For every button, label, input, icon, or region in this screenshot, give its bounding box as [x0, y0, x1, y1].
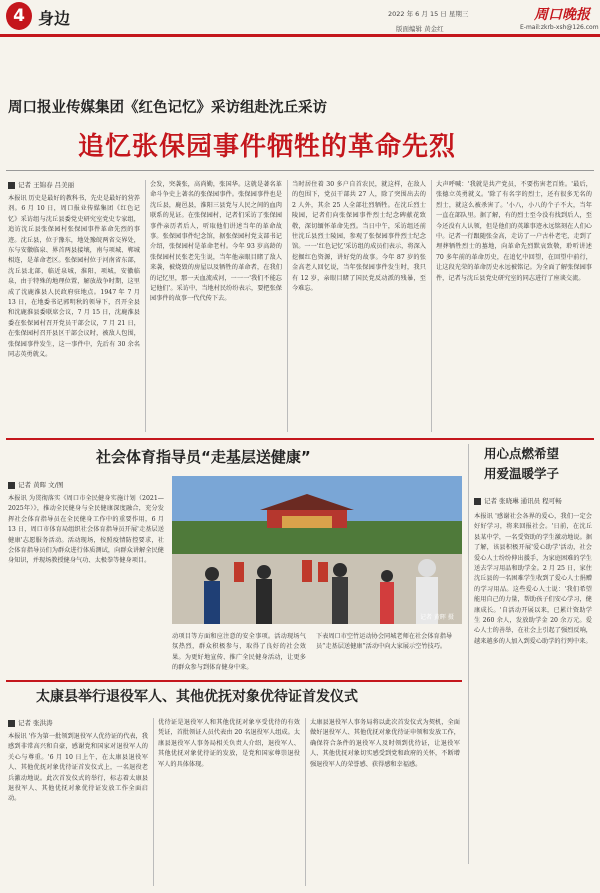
section-title: 身边 — [38, 9, 71, 28]
fitness-event-photo — [172, 476, 462, 624]
photo-credit: 记者 黄晖 摄 — [420, 614, 454, 621]
photo-illustration — [172, 476, 462, 624]
sidebar-headline-line2: 用爱温暖学子 — [484, 466, 560, 481]
lead-subhead: 周口报业传媒集团《红色记忆》采访组赴沈丘采访 — [8, 100, 327, 116]
column-divider — [145, 180, 146, 432]
editor-credit: 版面编辑 黄金红 — [396, 25, 444, 33]
contact-email: E-mail:zkrb-xsh@126.com — [520, 24, 599, 31]
section-divider — [6, 438, 594, 440]
story3-column-1: 本报讯 '作为第一批领到退役军人优待证的代表，我感到非常高兴和自豪，感谢党和国家对退役军人的关心与尊重。'6 月 10 日上午，在太康县退役军人、其他优抚对象优待证首发仪式上，一名退役老兵激动地说。此次首发仪式的举行，标志着太康县退役军人、其他优抚对象优待证发放工作全面启动。 — [8, 733, 148, 803]
sidebar-body: 本报讯 '感谢社会各界的爱心，我们一定会好好学习，将来回报社会。'日前，在沈丘县某中学，一名受资助的学生激动地说。据了解，该县积极开展'爱心助学'活动，社会爱心人士纷纷伸出援手，为家庭困难的学生送去学习用品和助学金。2 月 25 日，家住沈丘县的一名困难学生收到了爱心人士捐赠的学习用品。这些爱心人士说：'我们希望能用自己的力量，帮助孩子们安心学习，健康成长。'自活动开展以来，已累计资助学生 260 余人，发放助学金 20 余万元。爱心人士的善举，在社会上引起了强烈反响，越来越多的人加入到爱心助学的行列中来。 — [474, 513, 592, 645]
masthead-rule — [0, 34, 600, 37]
newspaper-logo: 周口晚报 — [534, 7, 590, 23]
headline-rule — [6, 170, 594, 171]
story2-headline: 社会体育指导员“走基层送健康” — [96, 448, 311, 466]
story3-headline: 太康县举行退役军人、其他优抚对象优待证首发仪式 — [36, 689, 358, 705]
lead-column-3: 当时居住着 30 多户自首农民，就这样，在敌人的包围下，党员干部共 27 人，除了突围出去的 2 人外，其余 25 人全部壮烈牺牲。在沈丘烈士陵园，记者们向张保园事件烈士纪念碑献花致敬，深切缅怀革命先烈。当日中午，采访组还前往沈丘县烈士陵园，参观了张保园事件烈士纪念馆。一一'红色记忆'采访组的成员们表示，将深入挖掘红色资源，讲好党的故事。今年 87 岁的张金高老人回忆说，当年张保园事件发生时，我只有 12 岁，亲眼目睹了国民党反动派的残暴，至今难忘。 — [292, 181, 426, 293]
column-divider — [305, 718, 306, 886]
photo-caption: 下表周口市空竹运动协会同城老师在社会体育指导员“走基层送健康”活动中向大家展示空竹技巧。 — [316, 633, 453, 651]
lead-column-1: 本报讯 历史是最好的教科书，先史是最好的营养剂。6 月 10 日，周口报业传媒集团《红色记忆》采访组与沈丘县委党史研究室党史专家组，追访沈丘县张保园村张保园事件革命先烈的事迹。沈丘县，位于豫东，地处豫皖两省交界处，东与安徽临泉、界首两县接壤，南与项城、郸城相连，是革命老区。张保园村位于河南省东部，沈丘县北部，临近泉城，淮阳，项城，安徽临泉，由于特殊的地理位置，解放战争时期，这里成了沈鹿淮县人民政府驻地点。1947 年 7 月 13 日，在地委书记郭明秋的领导下，召开全县和沈鹿淮县委联席会议，7 月 15 日，沈鹿淮县委在张保园村召开党员干部会议，7 月 21 日，在张保园村召开县区干部会议时，被敌人包围，张保园事件发生，这一事件中，先后有 30 余名同志英勇就义。 — [8, 195, 140, 359]
story3-byline: 记者 张洪涛 — [8, 718, 53, 727]
story3-column-3: 太康县退役军人事务局将以此次首发仪式为契机，全面做好退役军人、其他优抚对象优待证申领和发放工作，确保符合条件的退役军人及时领到优待证，让退役军人、其他优抚对象切实感受到党和政府的关怀，不断增强退役军人的荣誉感、获得感和幸福感。 — [310, 719, 460, 768]
story2-column-1: 本报讯 为贯彻落实《周口市全民健身实施计划（2021—2025年）》，推动全民健身与全民健康深度融合，充分发挥社会体育指导员在全民健身工作中的重要作用，6 月 13 日，周口市体育局组织社会体育指导员开展'走基层送健康'志愿服务活动。活动现场，按照疫情防控要求，社会体育指导员们为群众进行体质测试，向群众讲解全民健身知识，并现场教授健身气功、太极拳等健身项目。 — [8, 495, 164, 565]
lead-headline: 追忆张保园事件牺牲的革命先烈 — [78, 132, 457, 162]
column-divider — [153, 718, 154, 886]
story2-column-2: 动项目等方面和应注意的安全事项。活动现场气氛热烈，群众积极参与，取得了良好的社会效果。为更好地宣传、推广全民健身活动，让更多的群众参与到体育健身中来。 — [172, 633, 306, 672]
sidebar-byline: 记者 张晓琳 通讯员 程可畅 — [474, 496, 562, 505]
lead-byline: 记者 王锦春 吕美丽 — [8, 180, 74, 189]
page-number-badge: 4 — [6, 2, 32, 30]
sidebar-headline-line1: 用心点燃希望 — [484, 446, 560, 461]
dateline: 2022 年 6 月 15 日 星期三 — [388, 10, 469, 18]
section-divider — [6, 680, 462, 682]
sidebar-divider — [468, 444, 469, 864]
column-divider — [287, 180, 288, 432]
column-divider — [431, 180, 432, 432]
story3-column-2: 优待证是退役军人和其他优抚对象享受优待的有效凭证，首批领证人员代表由 20 名退役军人组成。太康县退役军人事务局相关负责人介绍，退役军人、其他优抚对象优待证的发放，是党和国家尊崇退役军人的具体体现。 — [158, 719, 300, 768]
story2-byline: 记者 黄晖 文/图 — [8, 480, 63, 489]
lead-column-2: 会发，突袭张，高尚勤，张国华。这就是著名革命斗争史上著名的张保园事件。张保园事件也是沈丘县，鹿邑县，淮阳三县党与人民之间的血肉联系的见证。在张保园村，记者们采访了张保园事件亲历者后人，听取他们讲述当年的革命故事。张保园事件纪念馆，据张保园村党支部书记介绍，张保园村是革命老村。今年 93 岁高龄的张保园村民张老先生说，当年他亲眼目睹了敌人来袭，被烧毁的房屋以及牺牲的革命者，在我们的记忆里，那一天血流成河，一一一'我们不能忘记他们'。采访中，当地村民纷纷表示，要把张保园事件的故事一代代传下去。 — [150, 181, 282, 303]
lead-column-4: 大声呼喊：'我就是共产党员，不要伤害老百姓。'最后，张德立英勇就义。'除了有名字的烈士，还有很多无名的烈士，就这么被杀害了。'小八，小八的个子不大，当年一直在部队里。据了解，有的烈士至今没有找到后人，至今还没有人认领，但是他们的英雄事迹永远铭刻在人们心中。记者一行跟随张金高，走访了一户古朴老宅，走到了埋葬牺牲烈士的墓地，向革命先烈默哀致敬，聆听讲述 70 多年前的革命历史，在追忆中回望，在回望中前行，让这段光荣的革命历史永远被铭记。为全面了解张保园事件，记者与沈丘县党史研究室的同志进行了座谈交流。 — [436, 181, 592, 282]
